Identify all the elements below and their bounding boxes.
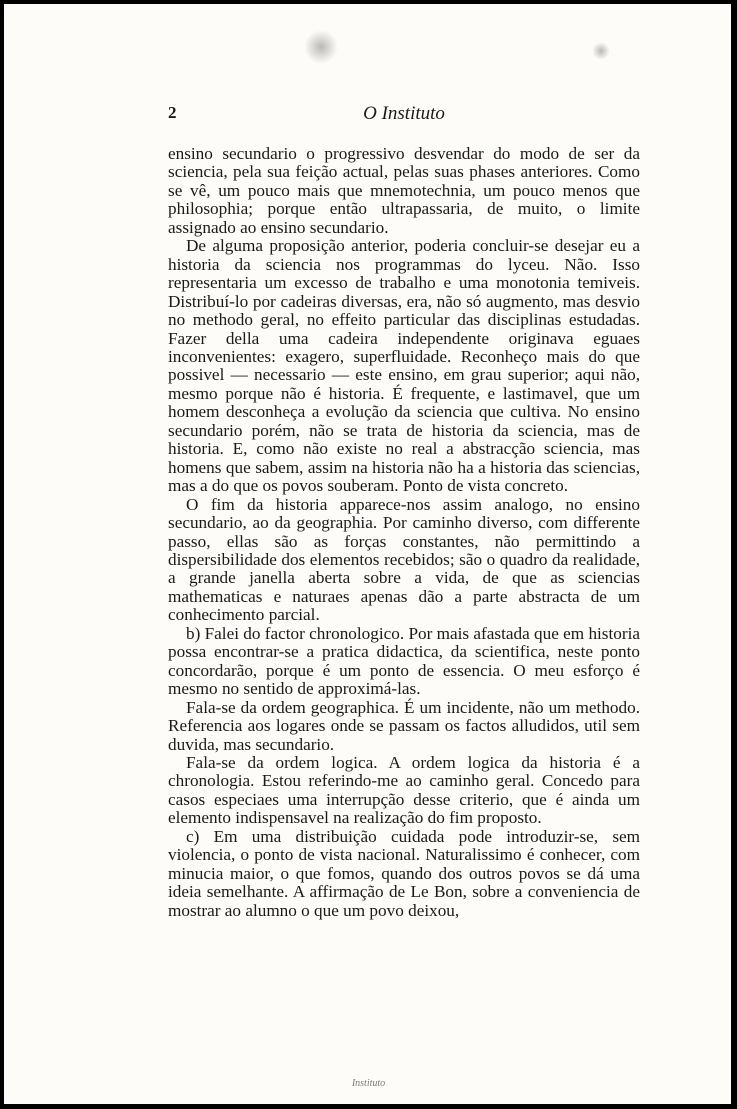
scan-border-right <box>731 0 737 1109</box>
body-text <box>168 145 640 920</box>
paragraph: O fim da historia apparece-nos assim analogo, no ensino secundario, ao da geographia. Por caminho diverso, com differente passo, ellas são as forças constantes, não permittindo a dispersibilidade dos elementos recebidos; são o quadro da realidade, a grande janella aberta sobre a vida, de que as sciencias mathematicas e naturaes apenas dão a parte abstracta de um conhecimento parcial. <box>168 494 640 625</box>
ink-smudge <box>592 42 610 60</box>
paragraph: Fala-se da ordem logica. A ordem logica da historia é a chronologia. Estou referindo-me ao caminho geral. Concedo para casos especiaes uma interrupção desse criterio, que é ainda um elemento indispensavel na realização do fim proposto. <box>168 752 640 828</box>
paragraph: Fala-se da ordem geographica. É um incidente, não um methodo. Referencia aos logares onde se passam os factos alludidos, util sem duvida, mas secundario. <box>168 697 640 754</box>
page-footer: Instituto <box>351 1078 386 1089</box>
running-title: O Instituto <box>363 103 445 124</box>
scan-border-top <box>0 0 737 4</box>
paragraph: ensino secundario o progressivo desvendar do modo de ser da sciencia, pela sua feição actual, pelas suas phases anteriores. Como se vê, um pouco mais que mnemotechnia, um pouco menos que philosophia; porque então ultrapassaria, de muito, o limite assignado ao ensino secundario. <box>168 144 640 237</box>
page-number: 2 <box>168 103 177 122</box>
scan-border-left <box>0 0 4 1109</box>
paragraph: De alguma proposição anterior, poderia concluir-se desejar eu a historia da sciencia nos programmas do lyceu. Não. Isso representaria um excesso de trabalho e uma monotonia temiveis. Distribuí-lo por cadeiras diversas, era, não só augmento, mas desvio no methodo geral, no effeito particular das disciplinas estudadas. Fazer della uma cadeira independente originava eguaes inconvenientes: exagero, superfluidade. Reconheço mais do que possivel — necessario — este ensino, em grau superior; aqui não, mesmo porque não é historia. É frequente, e lastimavel, que um homem desconheça a evolução da sciencia que cultiva. No ensino secundario porém, não se trata de historia da sciencia, mas de historia. E, como não existe no real a abstracção sciencia, mas homens que sabem, assim na historia não ha a historia das sciencias, mas a do que os povos souberam. Ponto de vista concreto. <box>168 236 640 496</box>
page-header <box>168 103 640 127</box>
scan-border-bottom <box>0 1104 737 1109</box>
paragraph: c) Em uma distribuição cuidada pode introduzir-se, sem violencia, o ponto de vista nacional. Naturalissimo é conhecer, com minucia maior, o que fomos, quando dos outros povos se dá uma ideia semelhante. A affirmação de Le Bon, sobre a conveniencia de mostrar ao alumno o que um povo deixou, <box>168 826 640 920</box>
paragraph: b) Falei do factor chronologico. Por mais afastada que em historia possa encontrar-se a pratica didactica, da scientifica, neste ponto concordarão, porque é um ponto de essencia. O meu esforço é mesmo no sentido de approximá-las. <box>168 623 640 699</box>
ink-smudge <box>304 30 338 64</box>
